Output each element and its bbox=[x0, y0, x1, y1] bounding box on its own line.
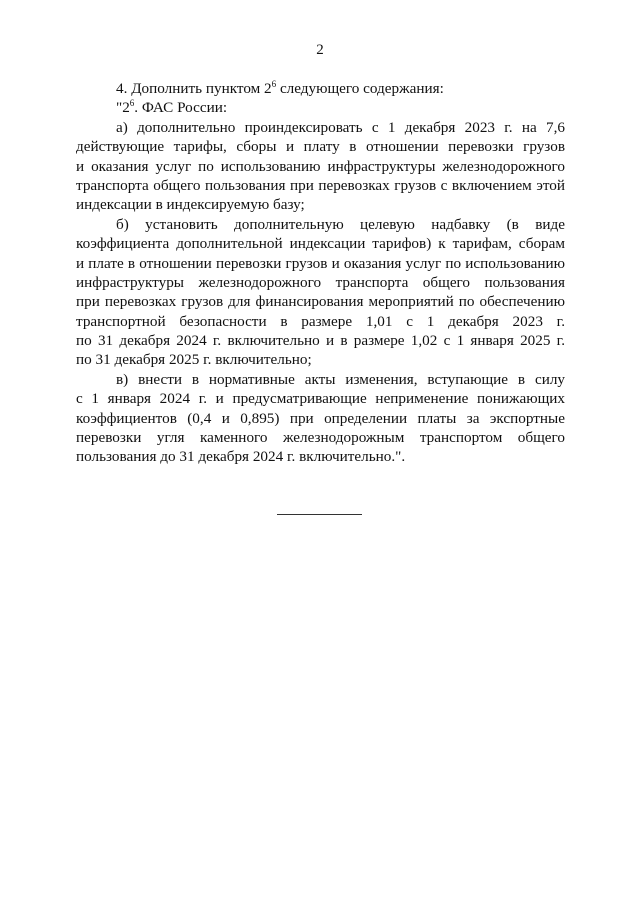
section-heading bbox=[76, 98, 565, 117]
page-number: 2 bbox=[316, 42, 324, 58]
closing-divider bbox=[277, 514, 362, 515]
section-heading-prefix: "2 bbox=[116, 99, 130, 117]
item-c-line: в) внести в нормативные акты изменения, вступающие в силу bbox=[116, 370, 565, 388]
item-c-line: с 1 января 2024 г. и предусматривающие неприменение понижающих bbox=[76, 390, 565, 408]
amendment-heading-prefix: 4. Дополнить пунктом 2 bbox=[116, 80, 272, 97]
item-b-line: инфраструктуры железнодорожного транспорта общего пользования bbox=[76, 273, 565, 291]
item-a-line: транспорта общего пользования при перевозках грузов с включением этой bbox=[76, 176, 565, 194]
amendment-heading-superscript: 6 bbox=[271, 79, 277, 89]
item-b-line: при перевозках грузов для финансирования мероприятий по обеспечению bbox=[76, 293, 565, 311]
item-c-line: коэффициентов (0,4 и 0,895) при определении платы за экспортные bbox=[76, 409, 565, 427]
amendment-heading bbox=[76, 79, 565, 98]
section-heading-suffix: . ФАС России: bbox=[134, 99, 228, 117]
item-a-line: и оказания услуг по использованию инфраструктуры железнодорожного bbox=[76, 157, 565, 175]
document-body bbox=[76, 79, 565, 467]
item-a-line: индексации в индексируемую базу; bbox=[76, 196, 305, 214]
item-a-line: действующие тарифы, сборы и плату в отношении перевозки грузов bbox=[76, 138, 565, 156]
item-b-line: б) установить дополнительную целевую надбавку (в виде bbox=[116, 215, 565, 233]
item-b-line: коэффициента дополнительной индексации тарифов) к тарифам, сборам bbox=[76, 235, 565, 253]
item-a-line: а) дополнительно проиндексировать с 1 декабря 2023 г. на 7,6 bbox=[116, 118, 565, 136]
item-c-line: пользования до 31 декабря 2024 г. включительно.". bbox=[76, 448, 406, 466]
item-c-line: перевозки угля каменного железнодорожным транспортом общего bbox=[76, 429, 565, 447]
item-b-line: по 31 декабря 2024 г. включительно и в размере 1,02 с 1 января 2025 г. bbox=[76, 332, 565, 350]
item-b-line: и плате в отношении перевозки грузов и оказания услуг по использованию bbox=[76, 254, 565, 272]
section-heading-superscript: 6 bbox=[129, 98, 135, 109]
amendment-heading-suffix: следующего содержания: bbox=[276, 80, 444, 97]
item-b-line: по 31 декабря 2025 г. включительно; bbox=[76, 351, 312, 369]
item-b-line: транспортной безопасности в размере 1,01 с 1 декабря 2023 г. bbox=[76, 312, 565, 330]
